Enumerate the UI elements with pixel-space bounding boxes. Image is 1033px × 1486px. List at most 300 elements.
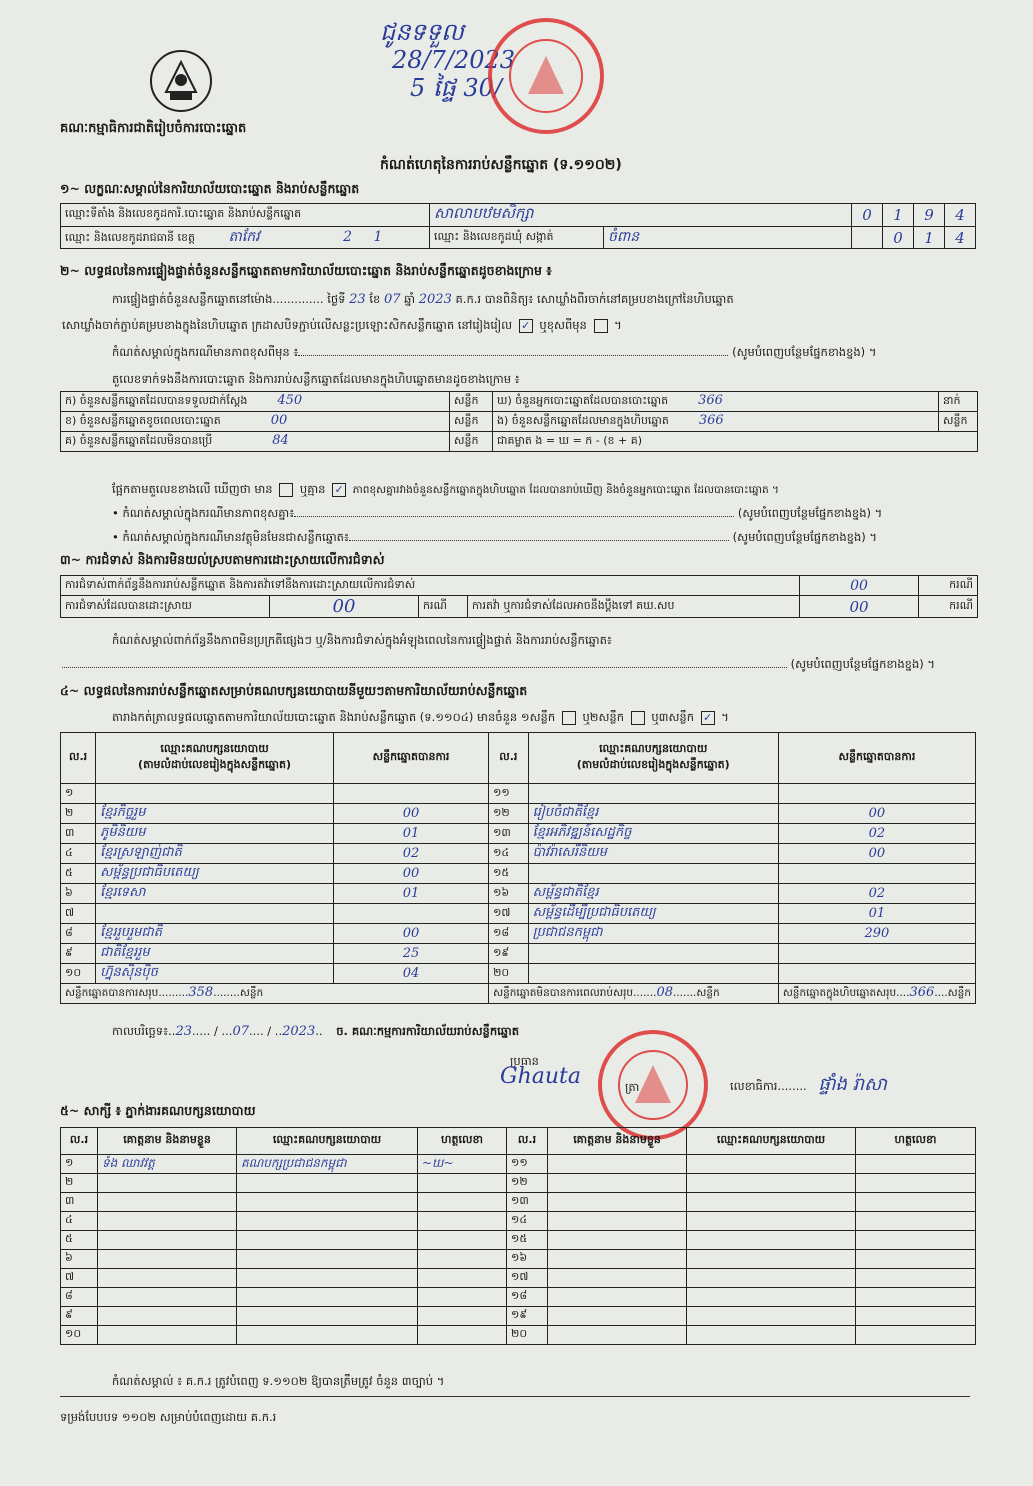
- witness-row: [61, 1326, 976, 1345]
- counts-table: [60, 391, 978, 452]
- count-e-unit: សន្លឹក: [939, 412, 978, 432]
- witness-party: [237, 1193, 418, 1212]
- result-party: រៀបចំជាតិខ្មែរ: [528, 804, 778, 824]
- sheets-3-label: ឬ៣សន្លឹក: [651, 710, 694, 724]
- changed-label: ឬខុសពីមុន: [539, 318, 587, 332]
- witness-no: ១: [61, 1155, 98, 1174]
- witness-party: [687, 1269, 856, 1288]
- witness-party: [237, 1231, 418, 1250]
- result-votes: 00: [333, 924, 488, 944]
- intact-checkbox[interactable]: ✓: [519, 319, 533, 333]
- results-table: [60, 732, 976, 1004]
- results-col-party-right-1: ឈ្មោះគណបក្សនយោបាយ: [599, 742, 708, 755]
- count-b-cell: [61, 412, 450, 432]
- witness-signature: [418, 1288, 507, 1307]
- section2-line4: តួលេខទាក់ទងនឹងការបោះឆ្នោត និងការរាប់សន្លឹកឆ្នោតដែលមានក្នុងហិបឆ្នោតមានដូចខាងក្រោម ៖: [112, 372, 520, 386]
- result-votes: [778, 964, 975, 984]
- results-row: [61, 884, 976, 904]
- commune-code-blank: [852, 227, 883, 249]
- date-label: កាលបរិច្ឆេទ៖: [112, 1024, 169, 1038]
- witness-name: [98, 1250, 237, 1269]
- year-value: 2023: [418, 292, 452, 307]
- result-party: ខ្មែរកិច្ចរួម: [96, 804, 334, 824]
- footer-note: កំណត់សម្គាល់ ៖ គ.ក.រ ត្រូវបំពេញ ទ.១១០២ ឱ្យបានត្រឹមត្រូវ ចំនួន ៣ច្បាប់ ។: [112, 1374, 445, 1388]
- result-no: ៨: [61, 924, 96, 944]
- witness-signature: [856, 1269, 976, 1288]
- discrepancy-rest: ភាពខុសគ្នារវាងចំនួនសន្លឹកឆ្នោតក្នុងហិបឆ្នោត ដែលបានរាប់ឃើញ និងចំនួនអ្នកបោះឆ្នោត ដែលបានបោះឆ្នោត ។: [352, 484, 779, 496]
- province-label: ឈ្មោះ និងលេខកូដរាជធានី ខេត្ត: [65, 231, 195, 244]
- objection-table: [60, 575, 978, 618]
- section1-title: ១~ លក្ខណៈសម្គាល់នៃការិយាល័យបោះឆ្នោត និងរាប់សន្លឹកឆ្នោត: [60, 181, 360, 196]
- result-party: ខ្មែរស្រឡាញ់ជាតិ: [96, 844, 334, 864]
- result-votes: 01: [778, 904, 975, 924]
- result-votes: 02: [778, 884, 975, 904]
- witness-name: [548, 1193, 687, 1212]
- result-votes: [778, 784, 975, 804]
- section5-title: ៥~ សាក្សី ៖ ភ្នាក់ងារគណបក្សនយោបាយ: [60, 1103, 256, 1118]
- witness-signature: [856, 1231, 976, 1250]
- witness-col-name-right: គោត្តនាម និងនាមខ្លួន: [548, 1128, 687, 1155]
- result-no: ១: [61, 784, 96, 804]
- witness-signature: [418, 1326, 507, 1345]
- witness-no: ២: [61, 1174, 98, 1193]
- result-no: ៦: [61, 884, 96, 904]
- sheets-2-label: ឬ២សន្លឹក: [582, 710, 624, 724]
- count-a-cell: [61, 392, 450, 412]
- results-row: [61, 944, 976, 964]
- location-label: ឈ្មោះទីតាំង និងលេខកូដការិ.បោះឆ្នោត និងរាប់សន្លឹកឆ្នោត: [61, 204, 430, 227]
- result-party: ខ្មែរអភិវឌ្ឍន៍សេដ្ឋកិច្ច: [528, 824, 778, 844]
- witness-signature: [418, 1193, 507, 1212]
- results-row: [61, 924, 976, 944]
- witness-signature: [418, 1307, 507, 1326]
- count-c-value: 84: [272, 433, 289, 448]
- witness-party: [237, 1250, 418, 1269]
- witness-col-sign-right: ហត្ថលេខា: [856, 1128, 976, 1155]
- bullet-line-2: [112, 530, 972, 544]
- result-party: ខ្មែរទេសា: [96, 884, 334, 904]
- chair-signature: Ghauta: [500, 1064, 581, 1089]
- result-votes: 00: [778, 804, 975, 824]
- witness-signature: [856, 1288, 976, 1307]
- witness-name: [548, 1250, 687, 1269]
- witness-row: [61, 1288, 976, 1307]
- fill-note-1: (សូមបំពេញបន្ថែមផ្នែកខាងខ្នង) ។: [732, 345, 877, 359]
- witness-row: [61, 1250, 976, 1269]
- result-party: ជាតិខ្មែររួម: [96, 944, 334, 964]
- result-party: សម្ព័ន្ធដើម្បីប្រជាធិបតេយ្យ: [528, 904, 778, 924]
- count-d-value: 366: [698, 393, 723, 408]
- result-no: ២០: [489, 964, 528, 984]
- bullet-line-1: [112, 506, 972, 520]
- date-month: 07: [232, 1024, 249, 1039]
- result-votes: 01: [333, 824, 488, 844]
- results-col-party-left: [96, 733, 334, 784]
- chair-label: ប្រធាន: [510, 1054, 539, 1068]
- witness-name: [548, 1288, 687, 1307]
- secretary-signature: ផ្ទាំង រ៉ាសា: [818, 1074, 887, 1095]
- secretary-label: លេខាធិការ: [730, 1079, 778, 1093]
- province-value: តាកែវ: [228, 229, 260, 245]
- secretary-line: លេខាធិការ........ ផ្ទាំង រ៉ាសា: [730, 1074, 887, 1095]
- witness-no: ១៨: [507, 1288, 548, 1307]
- count-e-value: 366: [698, 413, 724, 428]
- witness-name: ទំង ឈាវវត្ត: [98, 1155, 237, 1174]
- witness-col-no-left: ល.រ: [61, 1128, 98, 1155]
- witness-signature: [418, 1231, 507, 1250]
- form-title: កំណត់ហេតុនៃការរាប់សន្លឹកឆ្នោត (ទ.១១០២): [380, 157, 622, 173]
- location-code-4: 4: [945, 204, 976, 227]
- sheets-1-checkbox[interactable]: [562, 711, 576, 725]
- witness-signature: ~ឃ~: [418, 1155, 507, 1174]
- witness-name: [548, 1155, 687, 1174]
- witness-name: [98, 1326, 237, 1345]
- section3-title: ៣~ ការជំទាស់ និងការមិនយល់ស្របតាមការដោះស្រាយលើការជំទាស់: [60, 552, 385, 567]
- total-valid-label: សន្លឹកឆ្នោតបានការសរុប: [65, 987, 159, 999]
- result-party: ខ្មែររួបរួមជាតិ: [96, 924, 334, 944]
- objection-r2-label: ការជំទាស់ដែលបានដោះស្រាយ: [61, 596, 270, 618]
- witness-name: [98, 1288, 237, 1307]
- results-col-party-left-2: (តាមលំដាប់លេខរៀងក្នុងសន្លឹកឆ្នោត): [138, 758, 292, 771]
- witness-party: [687, 1231, 856, 1250]
- discrepancy-none-label: ឬគ្មាន: [299, 482, 326, 496]
- count-a-value: 450: [277, 393, 303, 408]
- total-invalid-value: 08: [656, 985, 673, 1000]
- date-line: កាលបរិច្ឆេទ៖..23..... / ...07.... / ..2023.. ច. គណៈកម្មការការិយាល័យរាប់សន្លឹកឆ្នោត: [112, 1024, 520, 1039]
- witness-row: [61, 1155, 976, 1174]
- objection-r2-value: 00: [270, 596, 419, 618]
- witness-party: [687, 1288, 856, 1307]
- day-label: ថ្ងៃទី: [327, 292, 346, 306]
- discrepancy-yes-checkbox[interactable]: [279, 483, 293, 497]
- count-d-cell: [493, 392, 939, 412]
- witness-col-name-left: គោត្តនាម និងនាមខ្លួន: [98, 1128, 237, 1155]
- date-day: 23: [175, 1024, 193, 1039]
- discrepancy-has-label: ផ្អែកតាមតួលេខខាងលើ ឃើញថា មាន: [112, 482, 273, 496]
- result-no: ១៣: [489, 824, 528, 844]
- result-party: សម្ព័ន្ធប្រជាធិបតេយ្យ: [96, 864, 334, 884]
- witness-no: ១៤: [507, 1212, 548, 1231]
- date-year: 2023: [282, 1024, 316, 1039]
- result-party: [96, 904, 334, 924]
- bullet2-label: • កំណត់សម្គាល់ក្នុងករណីមានវត្ថុមិនមែនជាសន្លឹកឆ្នោត៖: [112, 530, 350, 544]
- witness-party: [687, 1174, 856, 1193]
- result-no: ២: [61, 804, 96, 824]
- section1-table: [60, 203, 976, 249]
- location-value: សាលាបឋមសិក្សា: [430, 204, 852, 227]
- result-no: ៤: [61, 844, 96, 864]
- bullet1-label: • កំណត់សម្គាល់ក្នុងករណីមានភាពខុសគ្នា៖: [112, 506, 295, 520]
- result-party: [528, 864, 778, 884]
- result-votes: 02: [333, 844, 488, 864]
- witness-name: [98, 1174, 237, 1193]
- witness-table: [60, 1127, 976, 1345]
- emblem-logo: [148, 48, 214, 114]
- witness-col-no-right: ល.រ: [507, 1128, 548, 1155]
- province-cell: [61, 227, 430, 249]
- count-b-unit: សន្លឹក: [450, 412, 493, 432]
- year-label: ឆ្នាំ: [404, 292, 416, 306]
- received-note-date: 28/7/2023: [392, 46, 516, 74]
- witness-signature: [418, 1250, 507, 1269]
- witness-signature: [418, 1269, 507, 1288]
- results-row: [61, 804, 976, 824]
- location-code-3: 9: [914, 204, 945, 227]
- sheets-3-checkbox[interactable]: ✓: [701, 711, 715, 725]
- result-no: ១៤: [489, 844, 528, 864]
- result-votes: 02: [778, 824, 975, 844]
- witness-signature: [418, 1174, 507, 1193]
- section2-title: ២~ លទ្ធផលនៃការផ្ទៀងផ្ទាត់ចំនួនសន្លឹកឆ្នោតតាមការិយាល័យបោះឆ្នោត និងរាប់សន្លឹកឆ្នោតដូចខាងក្រោម ៖: [60, 263, 552, 278]
- results-col-no-right: ល.រ: [489, 733, 528, 784]
- commune-label: ឈ្មោះ និងលេខកូដឃុំ សង្កាត់: [430, 227, 604, 249]
- result-votes: 04: [333, 964, 488, 984]
- section2-line2: សោឃ្លាំងចាក់ភ្ជាប់គម្របខាងក្នុងនៃហិបឆ្នោត ក្រដាសបិទភ្ជាប់លើសន្លះប្រឡោះសិកសន្លឹកឆ្នោត នៅរៀងរៀល ✓ ឬខុសពីមុន ។: [62, 318, 622, 332]
- result-no: ១០: [61, 964, 96, 984]
- result-no: ៣: [61, 824, 96, 844]
- witness-row: [61, 1212, 976, 1231]
- result-votes: [778, 864, 975, 884]
- results-row: [61, 904, 976, 924]
- result-no: ១៧: [489, 904, 528, 924]
- witness-no: ១២: [507, 1174, 548, 1193]
- result-votes: [333, 904, 488, 924]
- location-code-1: 0: [852, 204, 883, 227]
- result-votes: 00: [333, 864, 488, 884]
- witness-no: ១០: [61, 1326, 98, 1345]
- inspection-text: គ.ក.រ បានពិនិត្យ៖ សោឃ្លាំងពីរចាក់នៅគម្របខាងក្រៅនៃហិបឆ្នោត: [455, 292, 734, 306]
- result-votes: 00: [778, 844, 975, 864]
- witness-no: ៣: [61, 1193, 98, 1212]
- witness-name: [98, 1307, 237, 1326]
- fill-note-2: (សូមបំពេញបន្ថែមផ្នែកខាងខ្នង) ។: [737, 506, 883, 520]
- result-no: ១៩: [489, 944, 528, 964]
- objection-r1-value: 00: [800, 576, 919, 596]
- witness-row: [61, 1269, 976, 1288]
- sheets-2-checkbox[interactable]: [631, 711, 645, 725]
- witness-no: ៤: [61, 1212, 98, 1231]
- result-party: ប៉ាវរ៉ាសេរីនិយម: [528, 844, 778, 864]
- commune-code-3: 4: [945, 227, 976, 249]
- result-votes: 01: [333, 884, 488, 904]
- result-party: [528, 944, 778, 964]
- witness-row: [61, 1193, 976, 1212]
- objection-r1-label: ការជំទាស់ពាក់ព័ន្ធនឹងការរាប់សន្លឹកឆ្នោត និងការតវ៉ាទៅនឹងការដោះស្រាយលើការជំទាស់: [61, 576, 800, 596]
- results-col-party-right: [528, 733, 778, 784]
- footer-form-ref: ទម្រង់បែបបទ ១១០២ សម្រាប់បំពេញដោយ គ.ក.រ: [60, 1410, 277, 1424]
- commune-code-2: 1: [914, 227, 945, 249]
- results-col-votes-right: សន្លឹកឆ្នោតបានការ: [778, 733, 975, 784]
- witness-party: [237, 1288, 418, 1307]
- witness-no: ២០: [507, 1326, 548, 1345]
- witness-party: [687, 1193, 856, 1212]
- witness-no: ១៣: [507, 1193, 548, 1212]
- result-no: ៩: [61, 944, 96, 964]
- location-code-2: 1: [883, 204, 914, 227]
- witness-signature: [856, 1212, 976, 1231]
- witness-row: [61, 1231, 976, 1250]
- witness-party: គណបក្សប្រជាជនកម្ពុជា: [237, 1155, 418, 1174]
- witness-no: ១៩: [507, 1307, 548, 1326]
- official-stamp-bottom: [598, 1030, 708, 1140]
- result-party: [96, 784, 334, 804]
- results-row: [61, 964, 976, 984]
- result-votes: [333, 784, 488, 804]
- witness-no: ៥: [61, 1231, 98, 1250]
- result-votes: 00: [333, 804, 488, 824]
- result-party: ប្រជាជនកម្ពុជា: [528, 924, 778, 944]
- appeal-unit: ករណី: [919, 596, 978, 618]
- witness-party: [237, 1269, 418, 1288]
- witness-name: [548, 1231, 687, 1250]
- witness-signature: [856, 1193, 976, 1212]
- witness-party: [687, 1250, 856, 1269]
- witness-col-party-right: ឈ្មោះគណបក្សនយោបាយ: [687, 1128, 856, 1155]
- total-invalid-label: សន្លឹកឆ្នោតមិនបានការពេលរាប់សរុប: [493, 987, 634, 999]
- results-row: [61, 864, 976, 884]
- count-a-label: ក) ចំនួនសន្លឹកឆ្នោតដែលបានទទួលជាក់ស្តែង: [65, 394, 248, 407]
- witness-no: ៩: [61, 1307, 98, 1326]
- result-votes: [778, 944, 975, 964]
- witness-signature: [856, 1307, 976, 1326]
- total-box-value: 366: [909, 985, 935, 1000]
- results-col-votes-left: សន្លឹកឆ្នោតបានការ: [333, 733, 488, 784]
- witness-party: [687, 1326, 856, 1345]
- witness-party: [237, 1307, 418, 1326]
- result-no: ១៨: [489, 924, 528, 944]
- count-d-unit: នាក់: [939, 392, 978, 412]
- signoff-title: ច. គណៈកម្មការការិយាល័យរាប់សន្លឹកឆ្នោត: [336, 1024, 520, 1038]
- witness-signature: [856, 1174, 976, 1193]
- fill-note-3: (សូមបំពេញបន្ថែមផ្នែកខាងខ្នង) ។: [732, 530, 877, 544]
- witness-no: ៦: [61, 1250, 98, 1269]
- appeal-value: 00: [800, 596, 919, 618]
- total-box-cell: សន្លឹកឆ្នោតក្នុងហិបឆ្នោតសរុប....366....សន្លឹក: [778, 984, 975, 1004]
- committee-name: គណៈកម្មាធិការជាតិរៀបចំការបោះឆ្នោត: [60, 121, 247, 136]
- total-valid-cell: សន្លឹកឆ្នោតបានការសរុប.........358........សន្លឹក: [61, 984, 489, 1004]
- count-a-unit: សន្លឹក: [450, 392, 493, 412]
- witness-party: [237, 1174, 418, 1193]
- count-b-value: 00: [270, 413, 288, 428]
- changed-checkbox[interactable]: [594, 319, 608, 333]
- result-party: ភូមិនិយម: [96, 824, 334, 844]
- witness-no: ៨: [61, 1288, 98, 1307]
- results-body: [61, 784, 976, 984]
- total-invalid-unit: សន្លឹក: [696, 987, 720, 999]
- witness-party: [687, 1212, 856, 1231]
- result-party: [528, 964, 778, 984]
- month-value: 07: [383, 292, 401, 307]
- witness-no: ១១: [507, 1155, 548, 1174]
- official-stamp-top: [488, 18, 604, 134]
- objection-r1-unit: ករណី: [919, 576, 978, 596]
- count-d-label: ឃ) ចំនួនអ្នកបោះឆ្នោតដែលបានបោះឆ្នោត: [497, 394, 669, 407]
- result-no: ៧: [61, 904, 96, 924]
- total-valid-value: 358: [188, 985, 214, 1000]
- section2-line3: [112, 345, 972, 359]
- fill-note-4: (សូមបំពេញបន្ថែមផ្នែកខាងខ្នង) ។: [790, 657, 935, 671]
- witness-signature: [856, 1326, 976, 1345]
- section4-sub: តារាងកត់ត្រាលទ្ធផលឆ្នោតតាមការិយាល័យបោះឆ្នោត និងរាប់សន្លឹកឆ្នោត (ទ.១១០៤) មានចំនួន ១សន្លឹក ឬ២សន្លឹក ឬ៣សន្លឹក ✓ ។: [112, 710, 729, 724]
- footer-divider: [60, 1396, 970, 1397]
- witness-col-sign-left: ហត្ថលេខា: [418, 1128, 507, 1155]
- witness-no: ១៥: [507, 1231, 548, 1250]
- results-row: [61, 784, 976, 804]
- results-col-party-left-1: ឈ្មោះគណបក្សនយោបាយ: [160, 742, 269, 755]
- count-c-cell: [61, 432, 450, 452]
- witness-party: [687, 1307, 856, 1326]
- witness-name: [98, 1269, 237, 1288]
- witness-signature: [418, 1212, 507, 1231]
- witness-name: [548, 1307, 687, 1326]
- witness-party: [237, 1212, 418, 1231]
- witness-name: [548, 1269, 687, 1288]
- witness-row: [61, 1174, 976, 1193]
- result-party: [528, 784, 778, 804]
- commune-value: ចំពាន: [604, 227, 852, 249]
- witness-col-party-left: ឈ្មោះគណបក្សនយោបាយ: [237, 1128, 418, 1155]
- province-code-2: 1: [373, 229, 383, 245]
- witness-body: [61, 1155, 976, 1345]
- day-value: 23: [349, 292, 366, 307]
- section3-note-fill: [62, 657, 972, 671]
- section4-title: ៤~ លទ្ធផលនៃការរាប់សន្លឹកឆ្នោតសម្រាប់គណបក្សនយោបាយនីមួយៗតាមការិយាល័យរាប់សន្លឹកឆ្នោត: [60, 683, 528, 698]
- result-no: ១២: [489, 804, 528, 824]
- witness-no: ១៧: [507, 1269, 548, 1288]
- result-votes: 25: [333, 944, 488, 964]
- witness-signature: [856, 1250, 976, 1269]
- witness-name: [98, 1212, 237, 1231]
- witness-signature: [856, 1155, 976, 1174]
- stamp-label: ត្រា: [625, 1080, 640, 1094]
- witness-name: [548, 1174, 687, 1193]
- result-no: ១៦: [489, 884, 528, 904]
- received-note-line1: ជូនទទួល: [380, 18, 464, 46]
- total-valid-unit: សន្លឹក: [239, 987, 264, 999]
- difference-note-label: កំណត់សម្គាល់ក្នុងករណីមានភាពខុសពីមុន ៖: [112, 345, 299, 359]
- witness-name: [548, 1326, 687, 1345]
- result-party: ហ្វ៊ុនស៊ិនប៉ិច: [96, 964, 334, 984]
- results-col-party-right-2: (តាមលំដាប់លេខរៀងក្នុងសន្លឹកឆ្នោត): [576, 758, 730, 771]
- count-c-label: គ) ចំនួនសន្លឹកឆ្នោតដែលមិនបានប្រើ: [65, 434, 213, 447]
- results-row: [61, 824, 976, 844]
- objection-r2-unit: ករណី: [419, 596, 468, 618]
- appeal-label: ការតវ៉ា ឬការជំទាស់ដែលអាចនឹងប្ដឹងទៅ គឃ.សប: [468, 596, 800, 618]
- section2-line1: [112, 292, 734, 307]
- sheets-label: តារាងកត់ត្រាលទ្ធផលឆ្នោតតាមការិយាល័យបោះឆ្នោត និងរាប់សន្លឹកឆ្នោត (ទ.១១០៤) មានចំនួន ១សន្លឹក: [112, 710, 556, 724]
- witness-no: ១៦: [507, 1250, 548, 1269]
- witness-name: [98, 1193, 237, 1212]
- result-no: ៥: [61, 864, 96, 884]
- witness-name: [98, 1231, 237, 1250]
- discrepancy-no-checkbox[interactable]: ✓: [332, 483, 346, 497]
- seal-text: សោឃ្លាំងចាក់ភ្ជាប់គម្របខាងក្នុងនៃហិបឆ្នោត ក្រដាសបិទភ្ជាប់លើសន្លះប្រឡោះសិកសន្លឹកឆ្នោត នៅរៀងរៀល: [62, 318, 513, 332]
- formula: ជាគម្លាត ង = ឃ = ក - (ខ + គ): [493, 432, 978, 452]
- total-invalid-cell: សន្លឹកឆ្នោតមិនបានការពេលរាប់សរុប.......08.......សន្លឹក: [489, 984, 779, 1004]
- discrepancy-line: [112, 482, 779, 497]
- result-party: សម្ព័ន្ធជាតិខ្មែរ: [528, 884, 778, 904]
- result-no: ១៥: [489, 864, 528, 884]
- count-e-cell: [493, 412, 939, 432]
- witness-row: [61, 1307, 976, 1326]
- results-row: [61, 844, 976, 864]
- total-box-unit: សន្លឹក: [947, 987, 971, 999]
- total-box-label: សន្លឹកឆ្នោតក្នុងហិបឆ្នោតសរុប: [782, 987, 897, 999]
- time-label: ការផ្ទៀងផ្ទាត់ចំនួនសន្លឹកឆ្នោតនៅម៉ោង..............: [112, 292, 324, 306]
- witness-no: ៧: [61, 1269, 98, 1288]
- commune-code-1: 0: [883, 227, 914, 249]
- count-c-unit: សន្លឹក: [450, 432, 493, 452]
